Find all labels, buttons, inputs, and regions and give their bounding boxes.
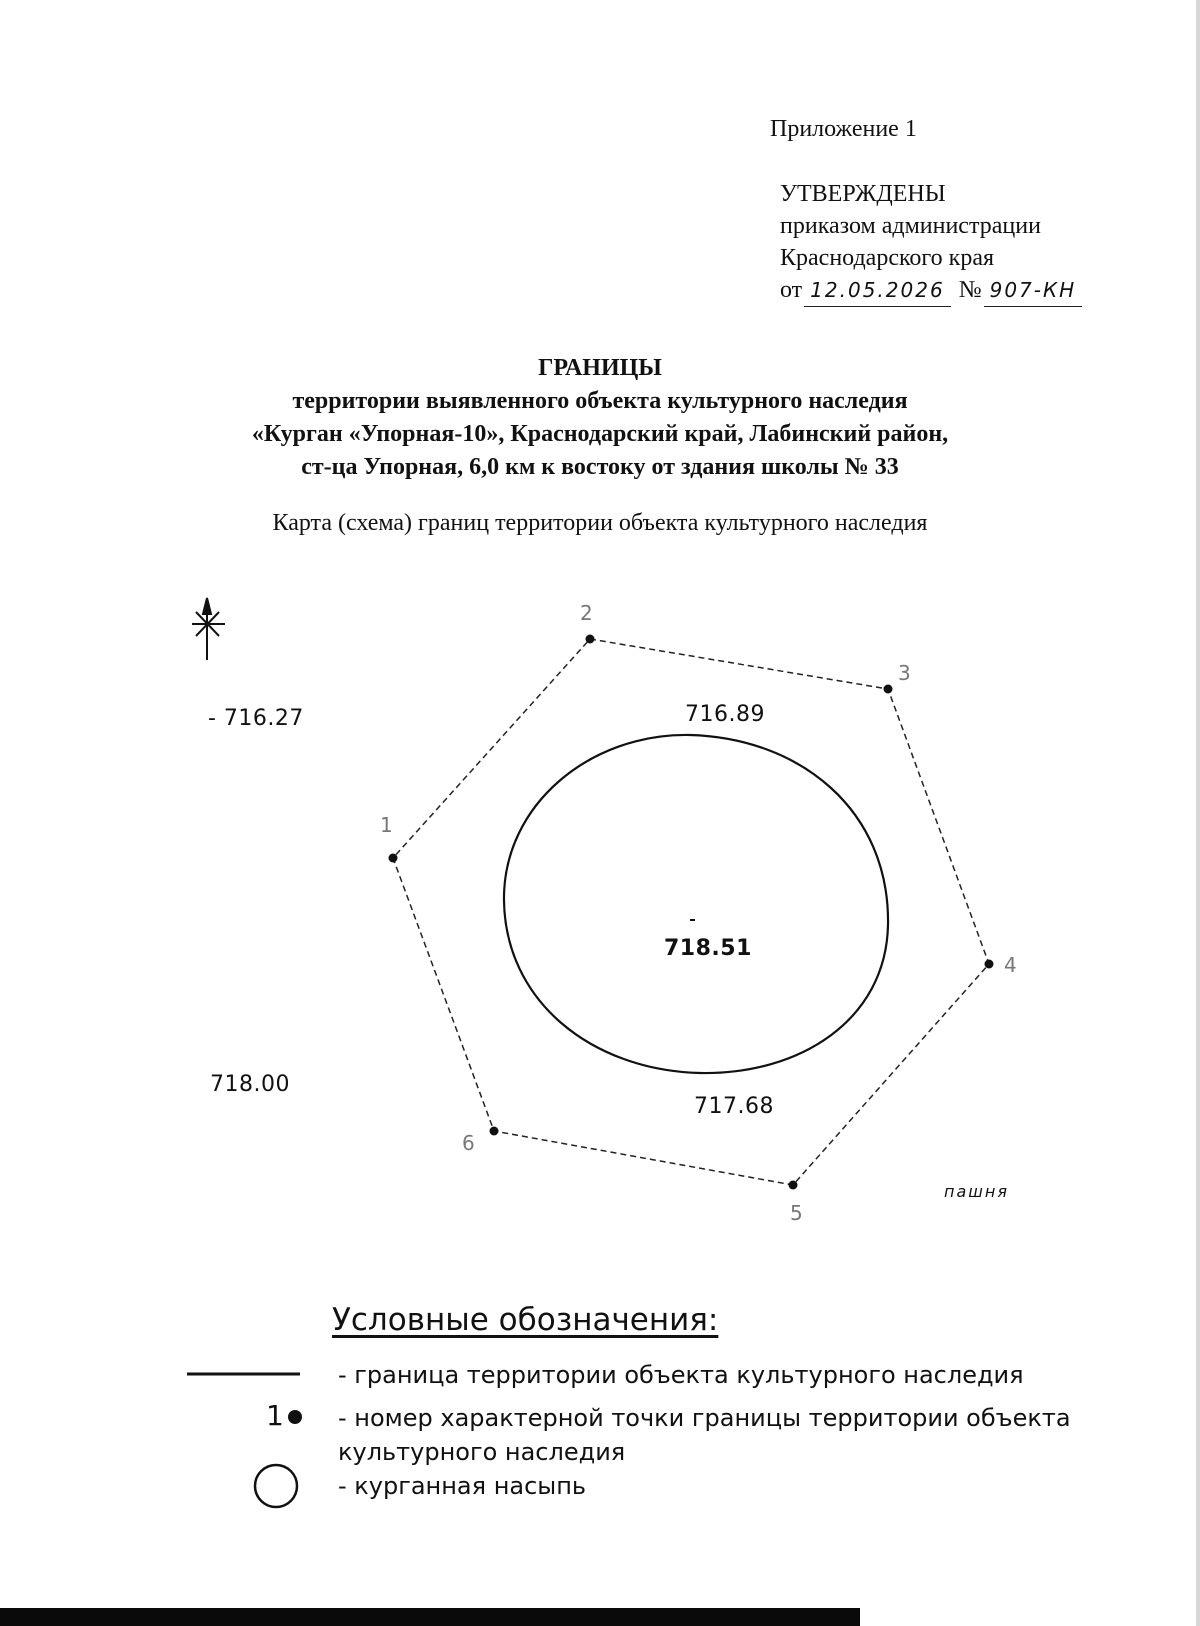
point-label-1: 1: [380, 813, 393, 837]
legend-item-point: - номер характерной точки границы территории объекта: [338, 1404, 1071, 1432]
approved-heading: УТВЕРЖДЕНЫ: [780, 181, 946, 207]
elevation-sw: 718.00: [210, 1072, 290, 1097]
document-title-line3: ст-ца Упорная, 6,0 км к востоку от здания школы № 33: [301, 454, 899, 480]
legend-item-boundary: - граница территории объекта культурного наследия: [338, 1361, 1024, 1389]
point-label-5: 5: [790, 1201, 803, 1225]
map-subtitle: Карта (схема) границ территории объекта культурного наследия: [272, 510, 928, 536]
number-prefix: №: [958, 277, 982, 303]
order-date: 12.05.2026: [804, 274, 951, 307]
document-title-line1: территории выявленного объекта культурного наследия: [292, 388, 908, 414]
document-title: ГРАНИЦЫ: [538, 355, 662, 381]
scan-edge-bottom: [0, 1608, 860, 1626]
mound-circle-icon: [255, 1465, 297, 1507]
order-number: 907-КН: [984, 274, 1083, 307]
approved-by-line: приказом администрации: [780, 213, 1041, 239]
document-title-line2: «Курган «Упорная-10», Краснодарский край, Лабинский район,: [251, 421, 949, 447]
legend-point-number: 1: [266, 1399, 284, 1432]
elevation-nw: - 716.27: [208, 706, 304, 731]
scan-edge-right: [1196, 0, 1200, 1626]
date-prefix: от: [780, 277, 803, 303]
point-label-3: 3: [898, 661, 911, 685]
legend-item-point-cont: культурного наследия: [338, 1438, 626, 1466]
legend-item-mound: - курганная насыпь: [338, 1472, 587, 1500]
approved-region-line: Краснодарского края: [780, 245, 995, 271]
appendix-label: Приложение 1: [770, 116, 917, 142]
elevation-bottom: 717.68: [694, 1094, 774, 1119]
legend-title: Условные обозначения:: [332, 1302, 719, 1338]
point-marker-icon: [288, 1410, 302, 1424]
point-label-6: 6: [462, 1131, 475, 1155]
elevation-center: 718.51: [664, 936, 752, 961]
elevation-top: 716.89: [685, 702, 765, 727]
point-label-2: 2: [580, 601, 593, 625]
land-use-label: пашня: [944, 1182, 1009, 1201]
point-label-4: 4: [1004, 953, 1017, 977]
